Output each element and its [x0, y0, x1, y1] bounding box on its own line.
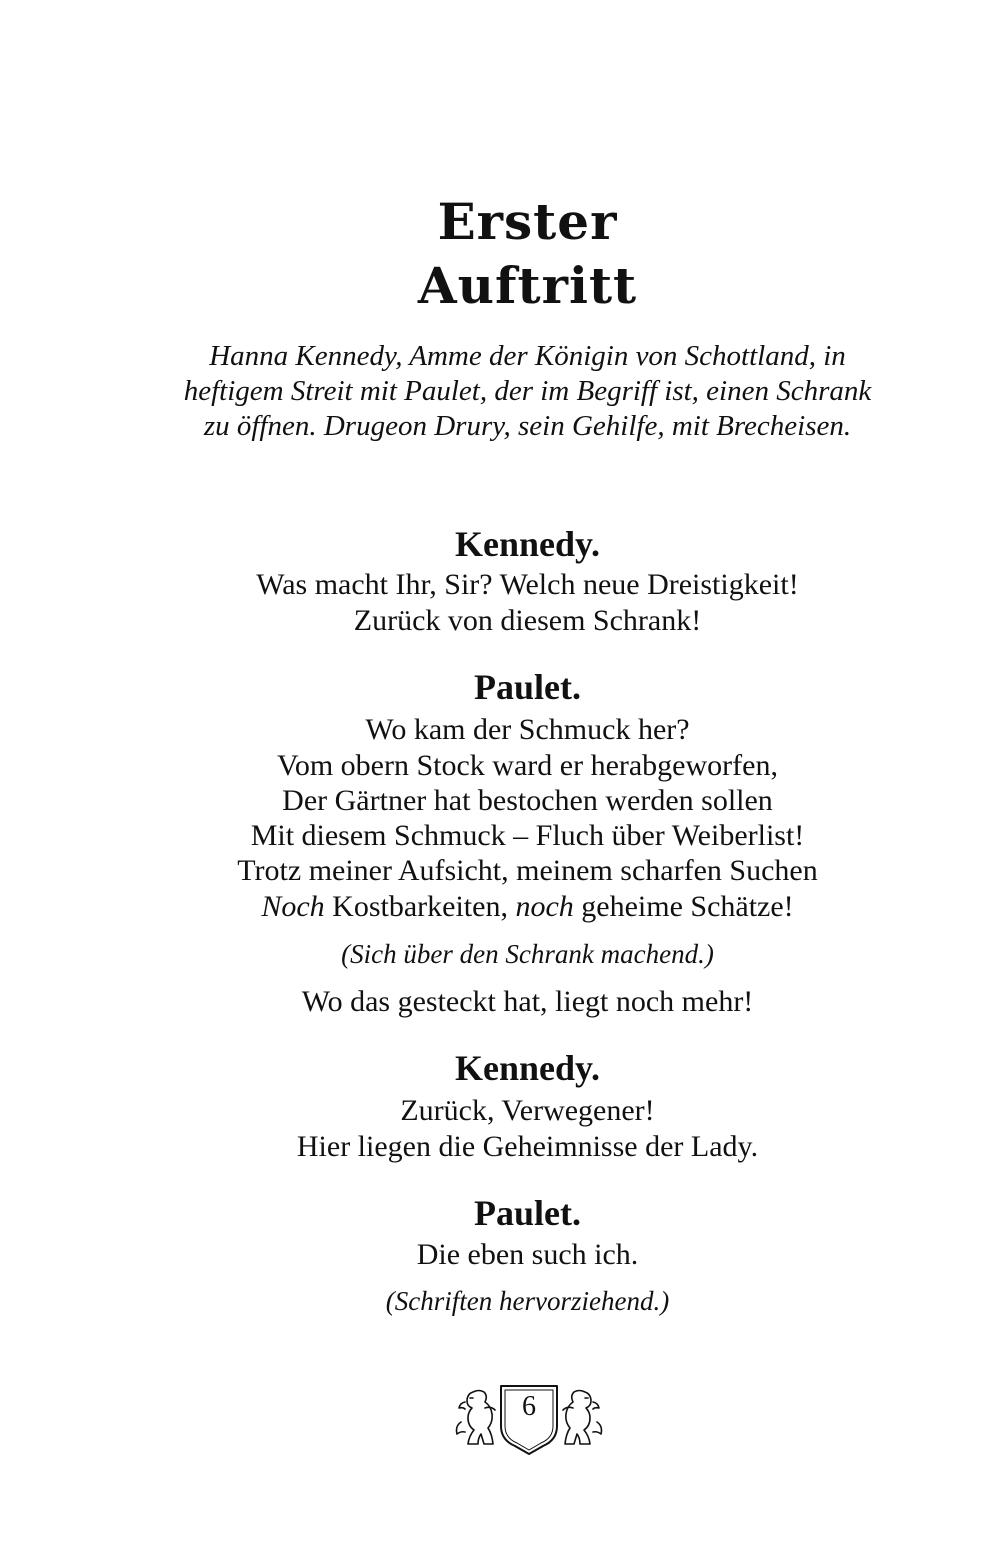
verse-line: Was macht Ihr, Sir? Welch neue Dreistigkeit! — [256, 568, 799, 601]
verse-line: Die eben such ich. — [416, 1238, 639, 1271]
page-number-ornament — [455, 1378, 603, 1458]
scene-title — [0, 190, 1000, 318]
speaker-name: Paulet. — [474, 667, 581, 707]
verse-line: Mit diesem Schmuck – Fluch über Weiberlist! — [250, 819, 805, 852]
emphasis-word: noch — [515, 890, 574, 923]
verse-line: Wo kam der Schmuck her? — [365, 713, 690, 746]
emphasis-word: Noch — [261, 890, 325, 923]
stage-direction-inline: (Schriften hervorziehend.) — [385, 1286, 670, 1316]
scene-title-line-1: Erster — [437, 192, 618, 251]
verse-line: Wo das gesteckt hat, liegt noch mehr! — [301, 985, 754, 1018]
stage-direction-inline: (Sich über den Schrank machend.) — [341, 939, 714, 969]
verse-text: geheime Schätze! — [573, 890, 794, 923]
verse-line: Zurück, Verwegener! — [400, 1094, 655, 1127]
speaker-name: Paulet. — [474, 1193, 581, 1233]
scene-title-line-2: Auftritt — [417, 256, 638, 315]
verse-line: Zurück von diesem Schrank! — [353, 604, 702, 637]
verse-line-with-emphasis — [0, 889, 1000, 924]
verse-line: Vom obern Stock ward er herabgeworfen, — [277, 749, 778, 782]
verse-line: Hier liegen die Geheimnisse der Lady. — [296, 1130, 759, 1163]
verse-text: Kostbarkeiten, — [324, 890, 516, 923]
page-number: 6 — [522, 1391, 536, 1422]
speaker-name: Kennedy. — [454, 524, 601, 564]
opening-stage-direction: Hanna Kennedy, Amme der Königin von Schottland, in heftigem Streit mit Paulet, der im Begriff ist, einen Schrank zu öffnen. Drugeon Drury, sein Gehilfe, mit Brecheisen. — [183, 340, 872, 442]
verse-line: Der Gärtner hat bestochen werden sollen — [282, 784, 773, 817]
speaker-name: Kennedy. — [454, 1048, 601, 1088]
verse-line: Trotz meiner Aufsicht, meinem scharfen Suchen — [237, 854, 818, 887]
